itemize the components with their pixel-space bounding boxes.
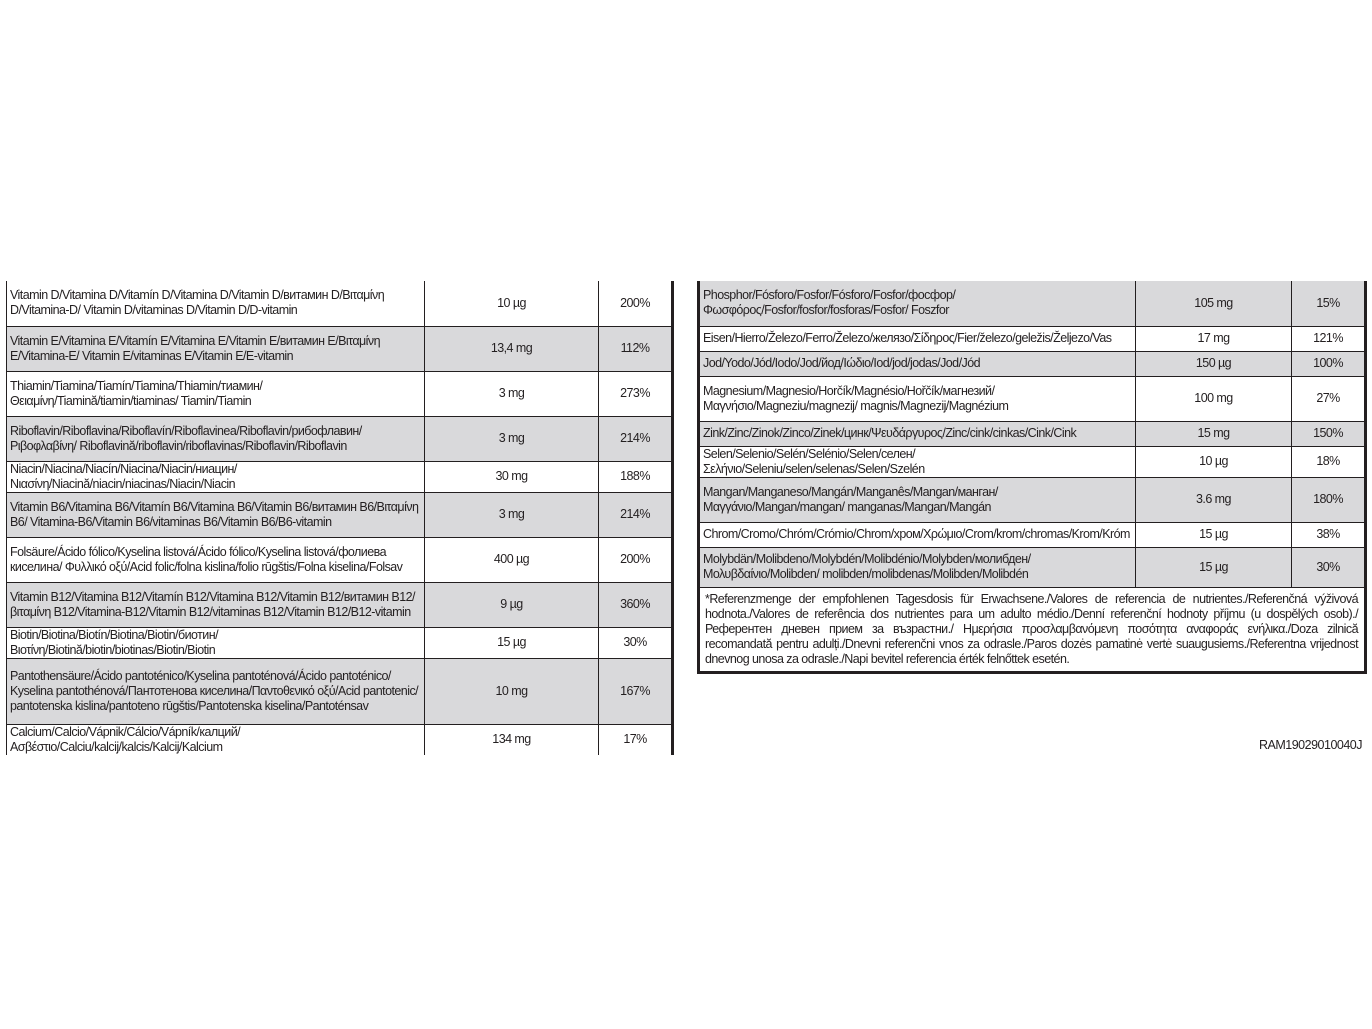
nutrient-percent: 150% — [1292, 421, 1366, 446]
nutrient-name: Magnesium/Magnesio/Horčík/Magnésio/Hořčík/магнезий/Μαγνήσιο/Magneziu/magnezij/ magnis/Magnezij/Magnézium — [699, 376, 1136, 421]
nutrient-name: Chrom/Cromo/Chróm/Crómio/Chrom/хром/Χρώμιο/Crom/krom/chromas/Krom/Króm — [699, 522, 1136, 547]
table-row — [699, 522, 1366, 547]
nutrient-name: Vitamin B6/Vitamina B6/Vitamín B6/Vitamina B6/Vitamin B6/витамин B6/Βιταμίνη B6/ Vitamina-B6/Vitamin B6/vitaminas B6/Vitamin B6/B6-vitamin — [7, 492, 425, 537]
minerals-table-body — [699, 281, 1366, 587]
nutrient-name: Calcium/Calcio/Vápnik/Cálcio/Vápník/калций/Ασβέστιο/Calciu/kalcij/kalcis/Kalcij/Kalcium — [7, 724, 425, 755]
nutrient-amount: 15 µg — [425, 627, 599, 658]
nutrient-amount: 134 mg — [425, 724, 599, 755]
nutrient-name: Phosphor/Fósforo/Fosfor/Fósforo/Fosfor/фосфор/Φωσφόρος/Fosfor/fosfor/fosforas/Fosfor/ Foszfor — [699, 281, 1136, 326]
nutrient-table-vitamins — [6, 281, 672, 754]
vitamins-table — [6, 281, 674, 755]
nutrient-amount: 10 mg — [425, 658, 599, 724]
nutrient-percent: 18% — [1292, 446, 1366, 477]
nutrient-amount: 13,4 mg — [425, 326, 599, 371]
nutrient-name: Jod/Yodo/Jód/Iodo/Jod/йод/Ιώδιο/Iod/jod/jodas/Jod/Jód — [699, 351, 1136, 376]
table-row — [7, 658, 673, 724]
nutrient-name: Vitamin E/Vitamina E/Vitamín E/Vitamina E/Vitamin E/витамин E/Βιταμίνη E/Vitamina-E/ Vitamin E/vitaminas E/Vitamin E/E-vitamin — [7, 326, 425, 371]
table-row — [7, 461, 673, 492]
nutrient-amount: 15 mg — [1136, 421, 1292, 446]
nutrient-amount: 30 mg — [425, 461, 599, 492]
nutrient-name: Mangan/Manganeso/Mangán/Manganês/Mangan/манган/Μαγγάνιο/Mangan/mangan/ manganas/Mangan/Mangán — [699, 477, 1136, 522]
nutrient-amount: 105 mg — [1136, 281, 1292, 326]
table-row — [699, 446, 1366, 477]
nutrient-percent: 273% — [599, 371, 673, 416]
table-row — [7, 492, 673, 537]
nutrient-name: Folsäure/Ácido fólico/Kyselina listová/Ácido fólico/Kyselina listová/фолиева киселина/ Φυλλικό οξύ/Acid folic/folna kislina/folio rūgštis/Folna kiselina/Folsav — [7, 537, 425, 582]
nutrient-amount: 3.6 mg — [1136, 477, 1292, 522]
nutrient-percent: 360% — [599, 582, 673, 627]
footnote-row — [699, 587, 1366, 672]
nutrient-amount: 10 µg — [425, 281, 599, 326]
nutrient-percent: 188% — [599, 461, 673, 492]
nutrient-percent: 112% — [599, 326, 673, 371]
nutrient-percent: 200% — [599, 281, 673, 326]
nutrient-amount: 15 µg — [1136, 547, 1292, 587]
nutrient-percent: 214% — [599, 416, 673, 461]
table-row — [699, 421, 1366, 446]
nutrient-amount: 150 µg — [1136, 351, 1292, 376]
nutrient-name: Vitamin D/Vitamina D/Vitamín D/Vitamina D/Vitamin D/витамин D/Βιταμίνη D/Vitamina-D/ Vitamin D/vitaminas D/Vitamin D/D-vitamin — [7, 281, 425, 326]
nutrient-percent: 214% — [599, 492, 673, 537]
nutrient-percent: 121% — [1292, 326, 1366, 351]
table-row — [7, 416, 673, 461]
minerals-table — [697, 281, 1367, 674]
nutrient-amount: 9 µg — [425, 582, 599, 627]
table-row — [7, 371, 673, 416]
table-row — [699, 376, 1366, 421]
table-row — [699, 351, 1366, 376]
nutrient-percent: 27% — [1292, 376, 1366, 421]
nutrient-percent: 30% — [1292, 547, 1366, 587]
nutrient-amount: 15 µg — [1136, 522, 1292, 547]
nutrient-amount: 10 µg — [1136, 446, 1292, 477]
table-row — [7, 582, 673, 627]
nutrient-name: Zink/Zinc/Zinok/Zinco/Zinek/цинк/Ψευδάργυρος/Zinc/cink/cinkas/Cink/Cink — [699, 421, 1136, 446]
nutrient-percent: 38% — [1292, 522, 1366, 547]
nutrient-name: Molybdän/Molibdeno/Molybdén/Molibdénio/Molybden/молибден/Μολυβδαίνιο/Molibden/ molibden/molibdenas/Molibden/Molibdén — [699, 547, 1136, 587]
document-code: RAM19029010040J — [1259, 738, 1362, 752]
nutrient-amount: 3 mg — [425, 371, 599, 416]
table-row — [699, 326, 1366, 351]
table-row — [699, 281, 1366, 326]
table-row — [7, 326, 673, 371]
nutrient-percent: 15% — [1292, 281, 1366, 326]
table-row — [7, 281, 673, 326]
table-row — [699, 477, 1366, 522]
nutrient-percent: 180% — [1292, 477, 1366, 522]
table-row — [7, 537, 673, 582]
nutrient-amount: 3 mg — [425, 492, 599, 537]
table-row — [7, 724, 673, 755]
table-row — [7, 627, 673, 658]
nutrient-amount: 400 µg — [425, 537, 599, 582]
nutrient-name: Riboflavin/Riboflavina/Riboflavín/Riboflavinea/Riboflavin/рибофлавин/Ριβοφλαβίνη/ Riboflavină/riboflavin/riboflavinas/Riboflavin/Riboflavin — [7, 416, 425, 461]
nutrient-name: Pantothensäure/Ácido pantoténico/Kyselina pantoténová/Ácido pantoténico/ Kyselina pantothénová/Пантотенова киселина/Παντοθενικό οξύ/Acid pantotenic/ pantotenska kislina/pantoteno rūgštis/Pantotenska kiselina/Pantoténsav — [7, 658, 425, 724]
nutrient-percent: 17% — [599, 724, 673, 755]
nutrient-name: Eisen/Hierro/Železo/Ferro/Železo/желязо/Σίδηρος/Fier/železo/geležis/Željezo/Vas — [699, 326, 1136, 351]
nutrient-name: Vitamin B12/Vitamina B12/Vitamín B12/Vitamina B12/Vitamin B12/витамин B12/ βιταμίνη B12/Vitamina-B12/Vitamin B12/vitaminas B12/Vitamin B12/B12-vitamin — [7, 582, 425, 627]
nutrient-amount: 100 mg — [1136, 376, 1292, 421]
nutrient-percent: 200% — [599, 537, 673, 582]
table-row — [699, 547, 1366, 587]
nutrient-amount: 3 mg — [425, 416, 599, 461]
nutrient-name: Thiamin/Tiamina/Tiamín/Tiamina/Thiamin/тиамин/Θειαμίνη/Tiamină/tiamin/tiaminas/ Tiamin/Tiamin — [7, 371, 425, 416]
nutrient-percent: 167% — [599, 658, 673, 724]
vitamins-table-body — [7, 281, 673, 755]
reference-intake-footnote: *Referenzmenge der empfohlenen Tagesdosis für Erwachsene./Valores de referencia de nutrientes./Referenčná výživová hodnota./Valores de referência dos nutrientes para um adulto médio./Denní referenční hodnoty příjmu (u dospělých osob)./Референтен дневен прием за възрастни./ Ημερήσια προσλαμβανόμενη ποσότητα αναφοράς ενήλικα./Doza zilnică recomandată pentru adulți./Dnevni referenčni vnos za odrasle./Paros dozės pamatinė vertė suaugusiems./Referentna vrijednost dnevnog unosa za odrasle./Napi bevitel referencia érték felnőttek esetén. — [699, 587, 1366, 672]
nutrient-name: Niacin/Niacina/Niacín/Niacina/Niacin/ниацин/Νιασίνη/Niacină/niacin/niacinas/Niacin/Niacin — [7, 461, 425, 492]
nutrient-percent: 30% — [599, 627, 673, 658]
nutrient-table-minerals — [697, 281, 1364, 673]
nutrient-name: Biotin/Biotina/Biotín/Biotina/Biotin/биотин/Βιοτίνη/Biotină/biotin/biotinas/Biotin/Biotin — [7, 627, 425, 658]
nutrient-percent: 100% — [1292, 351, 1366, 376]
nutrient-amount: 17 mg — [1136, 326, 1292, 351]
nutrient-name: Selen/Selenio/Selén/Selénio/Selen/селен/Σελήνιο/Seleniu/selen/selenas/Selen/Szelén — [699, 446, 1136, 477]
